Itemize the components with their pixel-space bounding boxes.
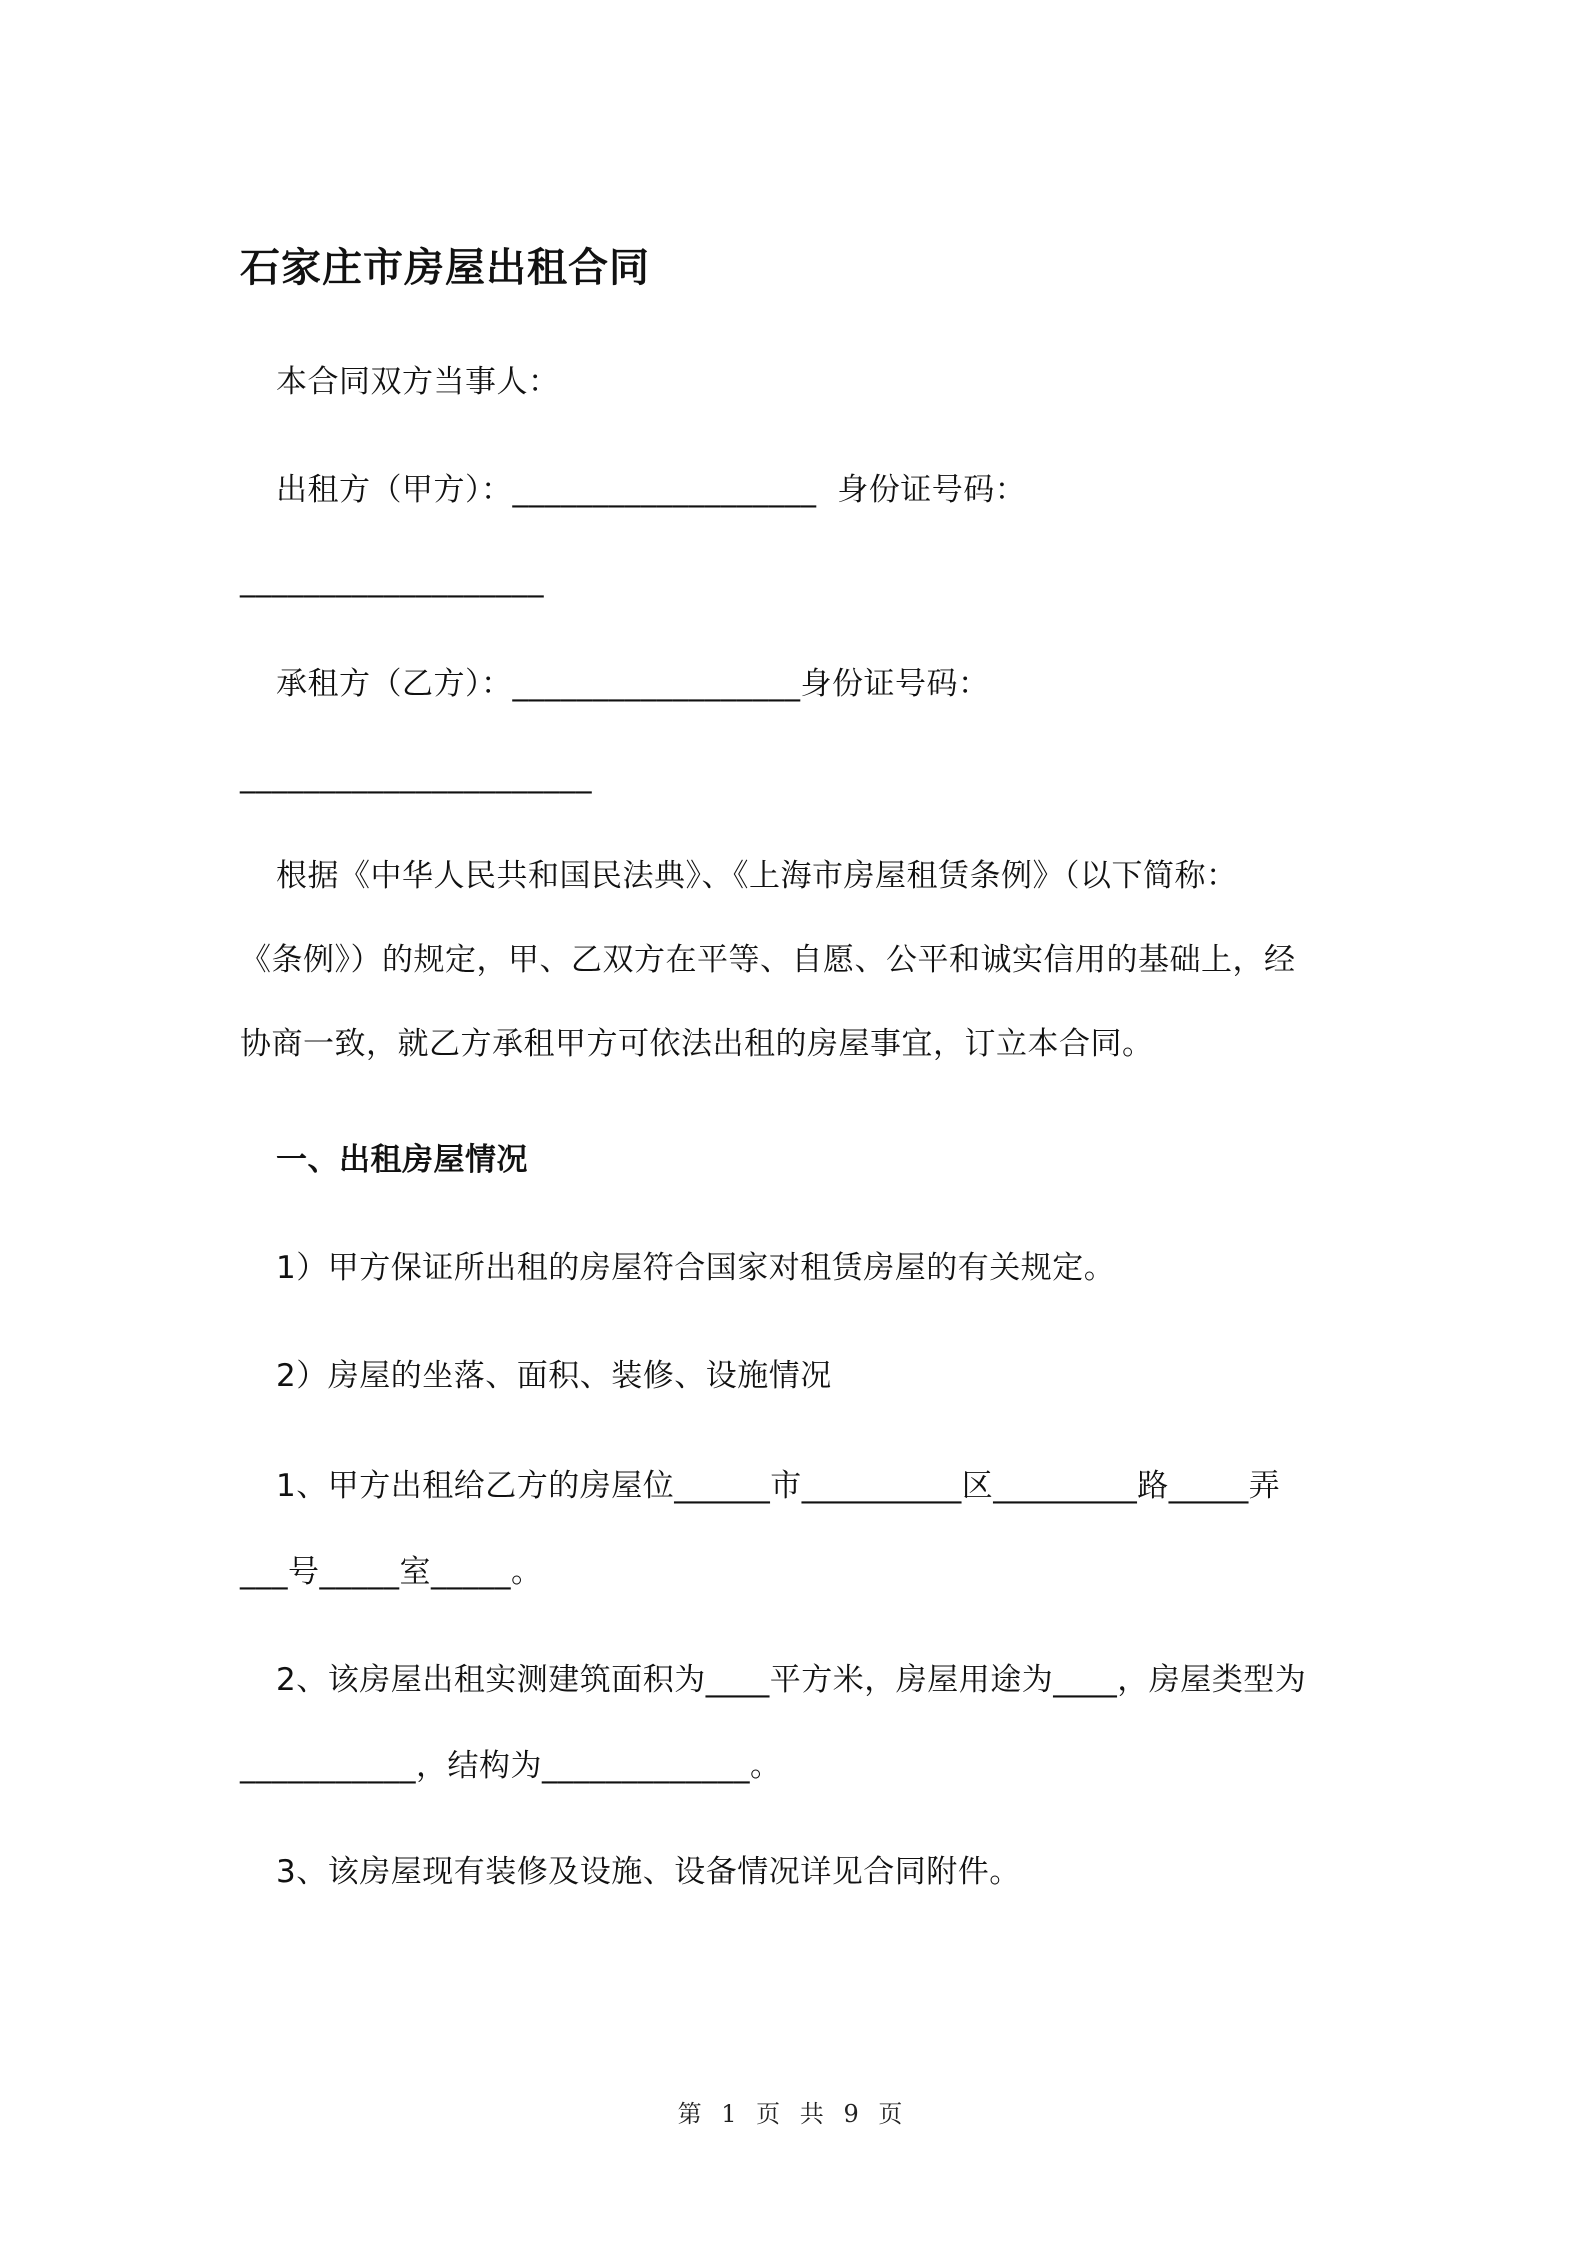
lessor-id-blank: ___________________ (240, 562, 544, 598)
basis-paragraph-line-1: 根据《中华人民共和国民法典》、《上海市房屋租赁条例》（以下简称： (276, 858, 1238, 894)
clause-3: 3、该房屋现有装修及设施、设备情况详见合同附件。 (276, 1854, 1021, 1890)
document-title: 石家庄市房屋出租合同 (240, 245, 650, 291)
clause-2-line-1: 2、该房屋出租实测建筑面积为____平方米，房屋用途为____，房屋类型为 (276, 1662, 1307, 1698)
item-1: 1）甲方保证所出租的房屋符合国家对租赁房屋的有关规定。 (276, 1250, 1116, 1286)
clause-1-line-1: 1、甲方出租给乙方的房屋位______市__________区_________路_____弄 (276, 1468, 1281, 1504)
clause-2-line-2: ___________，结构为_____________。 (240, 1748, 782, 1784)
lessee-id-blank: ______________________ (240, 758, 592, 794)
parties-heading: 本合同双方当事人： (276, 364, 560, 400)
basis-paragraph-line-2: 《条例》）的规定，甲、乙双方在平等、自愿、公平和诚实信用的基础上，经 (240, 942, 1296, 978)
section-heading-1: 一、出租房屋情况 (276, 1142, 528, 1178)
page-footer: 第 1 页 共 9 页 (677, 2100, 909, 2128)
clause-1-line-2: ___号_____室_____。 (240, 1554, 543, 1590)
lessee-line: 承租方（乙方）：__________________身份证号码： (276, 666, 990, 702)
basis-paragraph-line-3: 协商一致，就乙方承租甲方可依法出租的房屋事宜，订立本合同。 (240, 1026, 1154, 1062)
item-2: 2）房屋的坐落、面积、装修、设施情况 (276, 1358, 832, 1394)
lessor-line: 出租方（甲方）：___________________ 身份证号码： (276, 472, 1027, 508)
